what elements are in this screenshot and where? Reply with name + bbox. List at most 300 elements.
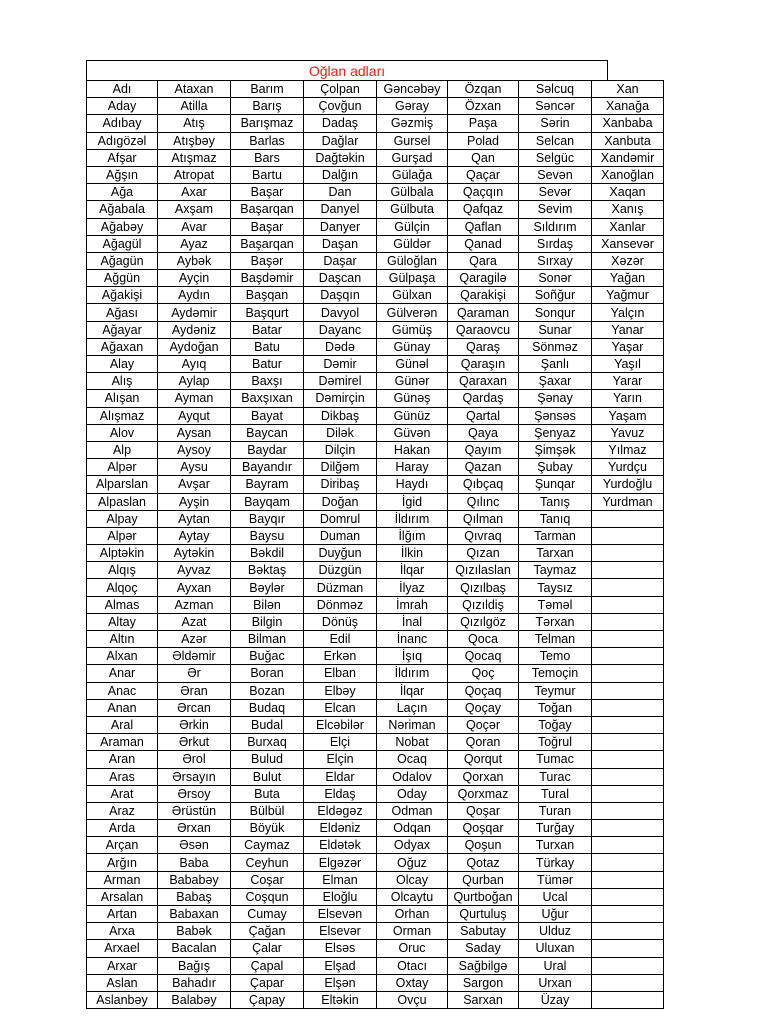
name-cell: Gülağa [377,166,448,183]
name-cell: Ayşin [158,493,231,510]
name-cell: Xanağa [592,98,664,115]
name-cell: Tumac [519,751,592,768]
name-cell: Aytay [158,527,231,544]
name-cell: Bilgin [231,613,304,630]
name-cell: Anan [87,699,158,716]
name-cell: İldırım [377,510,448,527]
name-cell: Alp [87,441,158,458]
name-cell: Yavuz [592,424,664,441]
name-cell: Alptəkin [87,545,158,562]
name-cell: Elban [304,665,377,682]
name-cell: Sevən [519,166,592,183]
name-cell: Düzman [304,579,377,596]
name-cell [592,768,664,785]
name-cell: Bilman [231,631,304,648]
name-cell: Türkay [519,854,592,871]
name-cell: Qoşqar [448,820,519,837]
name-cell: Bəktaş [231,562,304,579]
name-cell: Yağmur [592,287,664,304]
name-cell: Ağabala [87,201,158,218]
name-cell: Dilçin [304,441,377,458]
table-row [87,527,664,544]
name-cell: Bayat [231,407,304,424]
name-cell: Toğan [519,699,592,716]
name-cell: Dağlar [304,132,377,149]
name-cell: Aras [87,768,158,785]
name-cell: Qan [448,149,519,166]
name-cell: Daşar [304,252,377,269]
name-cell: Xanış [592,201,664,218]
table-row [87,321,664,338]
name-cell: Uğur [519,906,592,923]
name-cell: Ərcan [158,699,231,716]
name-cell: Bababəy [158,871,231,888]
name-cell: Sargon [448,974,519,991]
name-cell: Qızıldiş [448,596,519,613]
name-cell: Özxan [448,98,519,115]
name-cell [592,923,664,940]
table-row [87,235,664,252]
name-cell: Gursel [377,132,448,149]
name-cell: Qızılgöz [448,613,519,630]
name-cell: Arçan [87,837,158,854]
table-row [87,338,664,355]
name-cell: Elgəzər [304,854,377,871]
name-cell: Sonqur [519,304,592,321]
name-cell: Alışan [87,390,158,407]
name-cell [592,820,664,837]
name-cell: Olcay [377,871,448,888]
name-cell: Bəylər [231,579,304,596]
name-cell: Qoçər [448,716,519,733]
name-cell: Ağaxan [87,338,158,355]
table-row [87,373,664,390]
name-cell: Qoç [448,665,519,682]
name-cell: Dadaş [304,115,377,132]
name-cell: Tanış [519,493,592,510]
table-row [87,802,664,819]
name-cell: Coşqun [231,888,304,905]
name-cell: Şenyaz [519,424,592,441]
table-row [87,665,664,682]
name-cell: Alış [87,373,158,390]
name-cell: Qara [448,252,519,269]
table-row [87,923,664,940]
name-cell: Aday [87,98,158,115]
name-cell: Başar [231,184,304,201]
name-cell: Atış [158,115,231,132]
name-cell: Araman [87,734,158,751]
name-cell: Bacalan [158,940,231,957]
name-cell: Ağagün [87,252,158,269]
name-cell: Aran [87,751,158,768]
name-cell: Laçın [377,699,448,716]
name-cell: Ataxan [158,81,231,98]
table-row [87,476,664,493]
name-cell: Taysız [519,579,592,596]
name-cell: Gülçin [377,218,448,235]
name-cell: Aydın [158,287,231,304]
table-row [87,270,664,287]
name-cell: Altay [87,613,158,630]
name-cell: Budal [231,716,304,733]
name-cell: Ayvaz [158,562,231,579]
name-cell: Tural [519,785,592,802]
name-cell: Davyol [304,304,377,321]
name-cell: Bayandır [231,459,304,476]
name-cell: Orman [377,923,448,940]
table-row [87,716,664,733]
name-cell: Eldəgəz [304,802,377,819]
name-cell: Ayaz [158,235,231,252]
name-cell: Qazan [448,459,519,476]
table-row [87,682,664,699]
table-row [87,98,664,115]
name-cell: Yarar [592,373,664,390]
name-cell: Duyğun [304,545,377,562]
name-cell: Qocaq [448,648,519,665]
name-cell: Taymaz [519,562,592,579]
name-cell: Qardaş [448,390,519,407]
name-cell: Xanbaba [592,115,664,132]
name-cell: Elbəy [304,682,377,699]
name-cell: Bahadır [158,974,231,991]
name-cell: İlğım [377,527,448,544]
name-cell: Barım [231,81,304,98]
name-cell: Elcəbilər [304,716,377,733]
name-cell: Günay [377,338,448,355]
name-cell: Sağbilgə [448,957,519,974]
name-cell [592,734,664,751]
name-cell: Alqış [87,562,158,579]
name-cell: Düzgün [304,562,377,579]
name-cell: Atropat [158,166,231,183]
name-cell: Qaçqın [448,184,519,201]
name-cell: İldırım [377,665,448,682]
name-cell: Gurşad [377,149,448,166]
name-cell: Aysoy [158,441,231,458]
name-cell: Qafqaz [448,201,519,218]
name-cell: Xanlar [592,218,664,235]
name-cell: Güldər [377,235,448,252]
name-cell: Gəray [377,98,448,115]
name-cell: Babaxan [158,906,231,923]
name-cell: Sarxan [448,991,519,1008]
name-cell: Aydəniz [158,321,231,338]
name-cell: İşıq [377,648,448,665]
name-cell: Balabəy [158,991,231,1008]
name-cell: Ulduz [519,923,592,940]
table-row [87,287,664,304]
name-cell: Güloğlan [377,252,448,269]
name-cell: Qıbçaq [448,476,519,493]
name-cell: Alay [87,356,158,373]
name-cell: Daşqın [304,287,377,304]
table-row [87,871,664,888]
names-sheet [86,60,655,1009]
table-row [87,304,664,321]
name-cell: Sabutay [448,923,519,940]
name-cell: Bars [231,149,304,166]
name-cell: Ayçin [158,270,231,287]
name-cell: İlyaz [377,579,448,596]
table-row [87,218,664,235]
name-cell: Gülpaşa [377,270,448,287]
table-row [87,149,664,166]
name-cell: İlkin [377,545,448,562]
name-cell: Temoçin [519,665,592,682]
name-cell: Arxar [87,957,158,974]
name-cell: Bülbül [231,802,304,819]
name-cell [592,974,664,991]
name-cell: Qoşun [448,837,519,854]
name-cell: Babaş [158,888,231,905]
name-cell: Üzay [519,991,592,1008]
name-cell: Bağış [158,957,231,974]
name-cell: Qaraman [448,304,519,321]
name-cell: Alqoç [87,579,158,596]
name-cell: İnanc [377,631,448,648]
table-row [87,837,664,854]
name-cell: Alpər [87,459,158,476]
name-cell: Aydoğan [158,338,231,355]
name-cell [592,837,664,854]
name-cell: Coşar [231,871,304,888]
name-cell: Ərsoy [158,785,231,802]
name-cell: Alparslan [87,476,158,493]
name-cell: Şubay [519,459,592,476]
name-cell [592,957,664,974]
name-cell: Olcaytu [377,888,448,905]
name-cell: Dəmir [304,356,377,373]
name-cell: Xəzər [592,252,664,269]
table-row [87,648,664,665]
name-cell: Ər [158,665,231,682]
name-cell: Başar [231,218,304,235]
name-cell: Günüz [377,407,448,424]
name-cell: Bozan [231,682,304,699]
name-cell: Haydı [377,476,448,493]
name-cell: Ağabəy [87,218,158,235]
name-cell: Qorqut [448,751,519,768]
name-cell: Tarman [519,527,592,544]
name-cell: Arsalan [87,888,158,905]
name-cell: Ağa [87,184,158,201]
name-cell: Günər [377,373,448,390]
name-cell: Diribaş [304,476,377,493]
name-cell: Aysan [158,424,231,441]
name-cell: Urxan [519,974,592,991]
name-cell: Qoçay [448,699,519,716]
name-cell: Qorxmaz [448,785,519,802]
name-cell: Alov [87,424,158,441]
name-cell: Ağakişi [87,287,158,304]
name-cell: Eldətək [304,837,377,854]
name-cell: Çalar [231,940,304,957]
name-cell: Nobat [377,734,448,751]
name-cell: Arğın [87,854,158,871]
name-cell: Çapay [231,991,304,1008]
name-cell [592,871,664,888]
name-cell: Dayanc [304,321,377,338]
table-row [87,613,664,630]
name-cell: Arat [87,785,158,802]
name-cell: Baysu [231,527,304,544]
name-cell: Bartu [231,166,304,183]
name-cell: İgid [377,493,448,510]
name-cell: Ural [519,957,592,974]
name-cell: Dönüş [304,613,377,630]
name-cell: Otacı [377,957,448,974]
name-cell: Çapar [231,974,304,991]
name-cell: Aytəkin [158,545,231,562]
name-cell: Turğay [519,820,592,837]
name-cell: Sonər [519,270,592,287]
name-cell: Gülbuta [377,201,448,218]
name-cell: Dilğəm [304,459,377,476]
name-cell: Axşam [158,201,231,218]
name-cell: Altın [87,631,158,648]
name-cell [592,716,664,733]
name-cell: Ərol [158,751,231,768]
name-cell: Buta [231,785,304,802]
table-row [87,888,664,905]
name-cell: Qarakişi [448,287,519,304]
name-cell: Ayxan [158,579,231,596]
name-cell: Atilla [158,98,231,115]
table-row [87,957,664,974]
table-row [87,579,664,596]
name-cell: Toğrul [519,734,592,751]
table-row [87,81,664,98]
name-cell: Babək [158,923,231,940]
name-cell: Baxşı [231,373,304,390]
name-cell: Doğan [304,493,377,510]
name-cell: Sırxay [519,252,592,269]
name-cell: Odyax [377,837,448,854]
sheet-title: Oğlan adları [86,60,608,80]
table-row [87,407,664,424]
name-cell: Böyük [231,820,304,837]
name-cell: Elman [304,871,377,888]
name-cell [592,631,664,648]
name-cell: Turxan [519,837,592,854]
name-cell: Dəmirel [304,373,377,390]
name-cell: Qılman [448,510,519,527]
name-cell: Sunar [519,321,592,338]
name-cell: Budaq [231,699,304,716]
name-cell: Eldəniz [304,820,377,837]
name-cell: Sıldırım [519,218,592,235]
name-cell: Ceyhun [231,854,304,871]
table-row [87,356,664,373]
name-cell: Anac [87,682,158,699]
name-cell: Dönməz [304,596,377,613]
name-cell: Ərüstün [158,802,231,819]
table-row [87,734,664,751]
name-cell: Sərin [519,115,592,132]
name-cell: Qoca [448,631,519,648]
name-cell: Teymur [519,682,592,699]
name-cell [592,510,664,527]
name-cell: Bayram [231,476,304,493]
name-cell: Yurdçu [592,459,664,476]
name-cell: Qanad [448,235,519,252]
table-row [87,493,664,510]
name-cell: Avşar [158,476,231,493]
table-row [87,441,664,458]
name-cell: Yılmaz [592,441,664,458]
name-cell: Yaşar [592,338,664,355]
name-cell: Toğay [519,716,592,733]
name-cell: Odqan [377,820,448,837]
name-cell: Daşan [304,235,377,252]
name-cell: Qurban [448,871,519,888]
name-cell: Qorxan [448,768,519,785]
table-row [87,854,664,871]
name-cell: Qaflan [448,218,519,235]
name-cell: Gülxan [377,287,448,304]
name-cell: Turan [519,802,592,819]
name-cell: Başarqan [231,235,304,252]
name-cell: Qaraşın [448,356,519,373]
name-cell: Domrul [304,510,377,527]
name-cell: Paşa [448,115,519,132]
name-cell: Almas [87,596,158,613]
name-cell: Anar [87,665,158,682]
name-cell: Cumay [231,906,304,923]
name-cell: Elcan [304,699,377,716]
name-cell: Qurtuluş [448,906,519,923]
name-cell: Tarxan [519,545,592,562]
name-cell: Axar [158,184,231,201]
name-cell: Ayqut [158,407,231,424]
name-cell: Oruc [377,940,448,957]
name-cell: Elsevər [304,923,377,940]
name-cell: Qoran [448,734,519,751]
name-cell: Əldəmir [158,648,231,665]
name-cell: Başarqan [231,201,304,218]
name-cell: Aydəmir [158,304,231,321]
name-cell: Başdəmir [231,270,304,287]
name-cell: Dalğın [304,166,377,183]
name-cell: Xan [592,81,664,98]
name-cell: Danyer [304,218,377,235]
name-cell: Polad [448,132,519,149]
name-cell: Haray [377,459,448,476]
table-row [87,562,664,579]
name-cell: Duman [304,527,377,544]
name-cell: Barlas [231,132,304,149]
name-cell: Başqurt [231,304,304,321]
name-cell: Batar [231,321,304,338]
name-cell: Adıgözəl [87,132,158,149]
name-cell: Odalov [377,768,448,785]
name-cell: Dəmirçin [304,390,377,407]
name-cell: Şimşək [519,441,592,458]
name-cell: Qıvraq [448,527,519,544]
name-cell: Azman [158,596,231,613]
name-cell: Qılınc [448,493,519,510]
name-cell: Dədə [304,338,377,355]
name-cell: Oday [377,785,448,802]
name-cell: Əsən [158,837,231,854]
table-row [87,184,664,201]
table-row [87,510,664,527]
name-cell: Qızılbaş [448,579,519,596]
name-cell: Yanar [592,321,664,338]
name-cell: Gəncəbəy [377,81,448,98]
